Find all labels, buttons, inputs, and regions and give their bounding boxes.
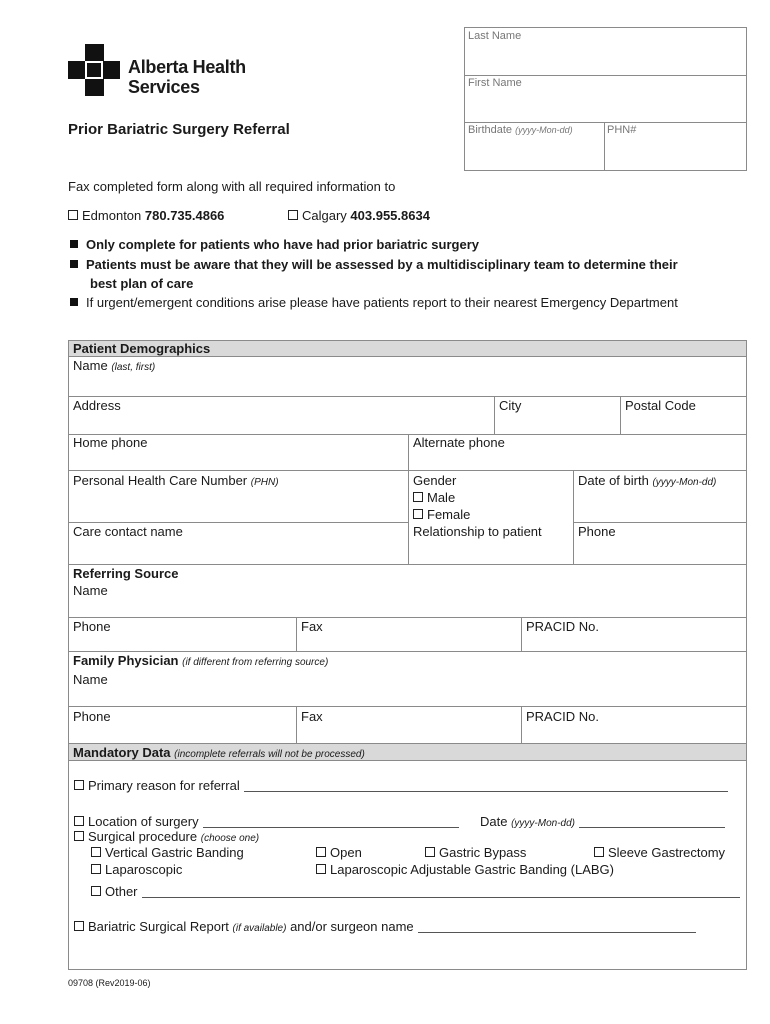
surgery-date-field[interactable]: Date (yyyy-Mon-dd) (480, 814, 725, 829)
bullet-1: Only complete for patients who have had prior bariatric surgery (70, 237, 479, 252)
edmonton-number: 780.735.4866 (144, 208, 225, 223)
referring-name-field[interactable]: Name (73, 583, 108, 598)
edmonton-checkbox[interactable] (68, 210, 78, 220)
demographics-header: Patient Demographics (69, 341, 746, 356)
location-field[interactable]: Location of surgery (74, 814, 459, 829)
bullet-square-icon (70, 298, 78, 306)
phn-number-field[interactable]: Personal Health Care Number (PHN) (73, 473, 279, 488)
other-option[interactable]: Other (91, 884, 740, 899)
city-field[interactable]: City (499, 398, 522, 413)
primary-reason-checkbox[interactable] (74, 780, 84, 790)
procedure-label: Surgical procedure (choose one) (74, 829, 259, 844)
edmonton-label: Edmonton (82, 208, 142, 223)
open-checkbox[interactable] (316, 847, 326, 857)
ahs-cross-icon (68, 44, 124, 98)
phn-field[interactable]: PHN# (607, 124, 637, 136)
patient-name-field[interactable]: Name (last, first) (73, 358, 156, 373)
referring-source-header: Referring Source (73, 566, 179, 581)
referring-pracid-field[interactable]: PRACID No. (526, 619, 599, 634)
gastric-bypass-checkbox[interactable] (425, 847, 435, 857)
sleeve-option[interactable]: Sleeve Gastrectomy (594, 845, 725, 860)
sleeve-checkbox[interactable] (594, 847, 604, 857)
laparoscopic-option[interactable]: Laparoscopic (91, 862, 182, 877)
gender-female-option[interactable]: Female (413, 507, 470, 522)
surgical-report-checkbox[interactable] (74, 921, 84, 931)
calgary-label: Calgary (302, 208, 347, 223)
vgb-option[interactable]: Vertical Gastric Banding (91, 845, 244, 860)
contact-phone-field[interactable]: Phone (578, 524, 616, 539)
birthdate-format: (yyyy-Mon-dd) (515, 125, 573, 135)
family-pracid-field[interactable]: PRACID No. (526, 709, 599, 724)
address-field[interactable]: Address (73, 398, 121, 413)
gender-male-option[interactable]: Male (413, 490, 455, 505)
home-phone-field[interactable]: Home phone (73, 435, 148, 450)
bullet-square-icon (70, 260, 78, 268)
gastric-bypass-option[interactable]: Gastric Bypass (425, 845, 526, 860)
ahs-logo (68, 44, 248, 98)
family-phone-field[interactable]: Phone (73, 709, 111, 724)
family-physician-header: Family Physician (if different from referring source) (73, 653, 329, 668)
fax-instruction: Fax completed form along with all required information to (68, 179, 396, 194)
surgical-report-field[interactable]: Bariatric Surgical Report (if available) and/or surgeon name (74, 919, 696, 934)
logo-text-line1: Alberta Health (128, 57, 246, 77)
open-option[interactable]: Open (316, 845, 362, 860)
calgary-fax-option[interactable] (288, 208, 430, 223)
patient-id-box (464, 27, 747, 171)
male-checkbox[interactable] (413, 492, 423, 502)
form-number: 09708 (Rev2019-06) (68, 978, 151, 988)
location-checkbox[interactable] (74, 816, 84, 826)
alternate-phone-field[interactable]: Alternate phone (413, 435, 505, 450)
female-checkbox[interactable] (413, 509, 423, 519)
calgary-checkbox[interactable] (288, 210, 298, 220)
care-contact-field[interactable]: Care contact name (73, 524, 183, 539)
first-name-field[interactable]: First Name (468, 77, 522, 89)
bullet-square-icon (70, 240, 78, 248)
referring-phone-field[interactable]: Phone (73, 619, 111, 634)
mandatory-data-header: Mandatory Data (incomplete referrals will not be processed) (69, 743, 746, 761)
procedure-checkbox[interactable] (74, 831, 84, 841)
postal-code-field[interactable]: Postal Code (625, 398, 696, 413)
relationship-field[interactable]: Relationship to patient (413, 524, 542, 539)
primary-reason-field[interactable]: Primary reason for referral (74, 778, 728, 793)
logo-text-line2: Services (128, 77, 200, 97)
referring-fax-field[interactable]: Fax (301, 619, 323, 634)
bullet-2: Patients must be aware that they will be assessed by a multidisciplinary team to determine their (70, 257, 678, 272)
calgary-number: 403.955.8634 (350, 208, 430, 223)
labg-option[interactable]: Laparoscopic Adjustable Gastric Banding (LABG) (316, 862, 614, 877)
birthdate-field[interactable] (468, 124, 573, 136)
family-name-field[interactable]: Name (73, 672, 108, 687)
bullet-2-cont: best plan of care (90, 276, 194, 291)
labg-checkbox[interactable] (316, 864, 326, 874)
other-checkbox[interactable] (91, 886, 101, 896)
last-name-field[interactable]: Last Name (468, 30, 522, 42)
birthdate-label: Birthdate (468, 124, 513, 136)
edmonton-fax-option[interactable] (68, 208, 224, 223)
gender-label: Gender (413, 473, 457, 488)
vgb-checkbox[interactable] (91, 847, 101, 857)
laparoscopic-checkbox[interactable] (91, 864, 101, 874)
family-fax-field[interactable]: Fax (301, 709, 323, 724)
form-title: Prior Bariatric Surgery Referral (68, 121, 290, 138)
bullet-3: If urgent/emergent conditions arise please have patients report to their nearest Emergency Department (70, 295, 678, 310)
date-of-birth-field[interactable]: Date of birth (yyyy-Mon-dd) (578, 473, 717, 488)
